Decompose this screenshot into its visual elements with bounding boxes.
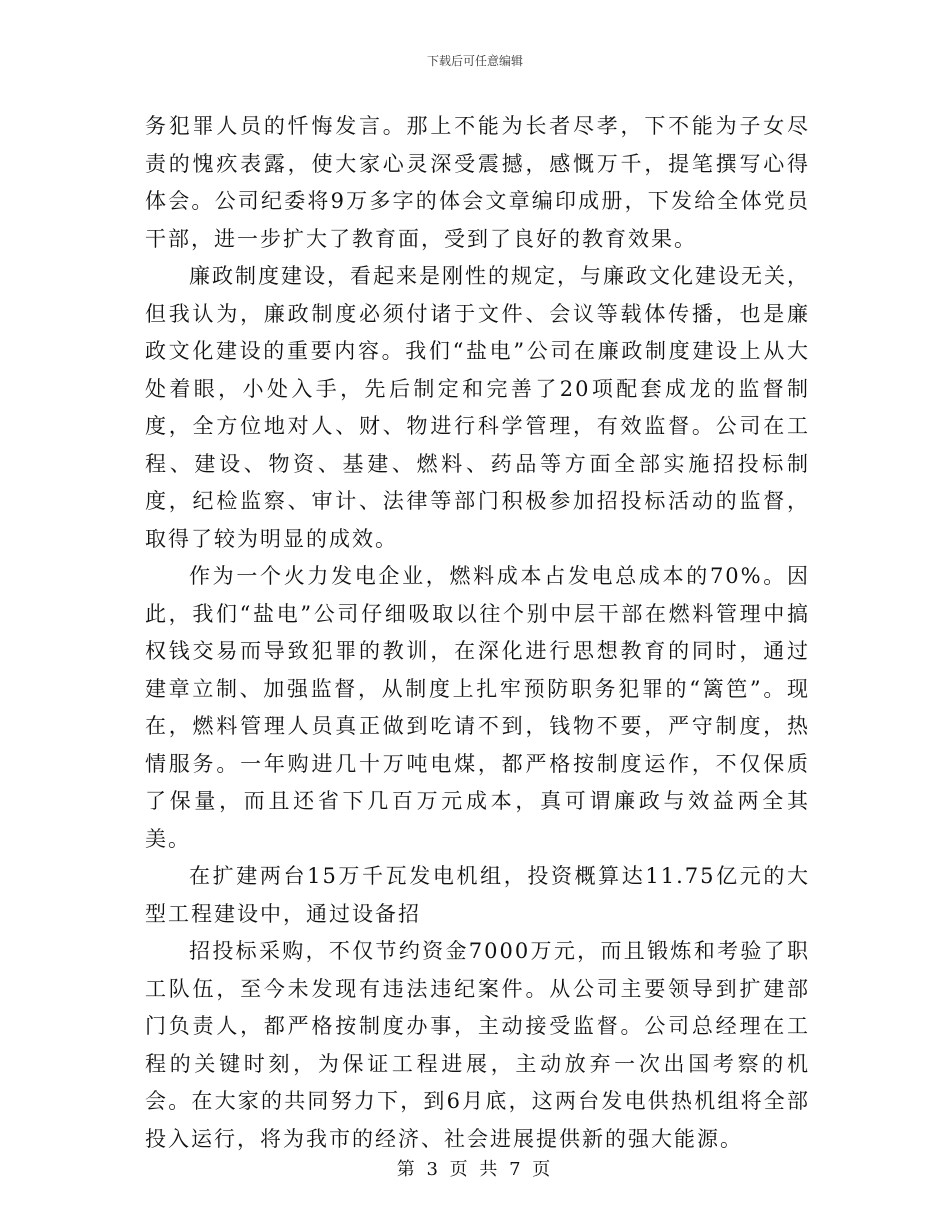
paragraph-continuation: 务犯罪人员的忏悔发言。那上不能为长者尽孝，下不能为子女尽责的愧疚表露，使大家心灵深受震撼，感慨万千，提笔撰写心得体会。公司纪委将9万多字的体会文章编印成册，下发给全体党员干部，进一步扩大了教育面，受到了良好的教育效果。 <box>145 114 810 251</box>
paragraph-tender-procurement: 招投标采购，不仅节约资金7000万元，而且锻炼和考验了职工队伍，至今未发现有违法违纪案件。从公司主要领导到扩建部门负责人，都严格按制度办事，主动接受监督。公司总经理在工程的关键时刻，为保证工程进展，主动放弃一次出国考察的机会。在大家的共同努力下，到6月底，这两台发电供热机组将全部投入运行，将为我市的经济、社会进展提供新的强大能源。 <box>145 939 810 1151</box>
page-number: 第 3 页 共 7 页 <box>396 1159 554 1180</box>
paragraph-integrity-system: 廉政制度建设，看起来是刚性的规定，与廉政文化建设无关，但我认为，廉政制度必须付诸于文件、会议等载体传播，也是廉政文化建设的重要内容。我们“盐电”公司在廉政制度建设上从大处着眼，小处入手，先后制定和完善了20项配套成龙的监督制度，全方位地对人、财、物进行科学管理，有效监督。公司在工程、建设、物资、基建、燃料、药品等方面全部实施招投标制度，纪检监察、审计、法律等部门积极参加招投标活动的监督，取得了较为明显的成效。 <box>145 264 810 551</box>
paragraph-expansion-project: 在扩建两台15万千瓦发电机组，投资概算达11.75亿元的大型工程建设中，通过设备招 <box>145 864 810 926</box>
document-body <box>145 108 810 1158</box>
paragraph-fuel-management: 作为一个火力发电企业，燃料成本占发电总成本的70%。因此，我们“盐电”公司仔细吸取以往个别中层干部在燃料管理中搞权钱交易而导致犯罪的教训，在深化进行思想教育的同时，通过建章立制、加强监督，从制度上扎牢预防职务犯罪的“篱笆”。现在，燃料管理人员真正做到吃请不到，钱物不要，严守制度，热情服务。一年购进几十万吨电煤，都严格按制度运作，不仅保质了保量，而且还省下几百万元成本，真可谓廉政与效益两全其美。 <box>145 564 810 851</box>
page-header: 下载后可任意编辑 <box>426 54 523 68</box>
